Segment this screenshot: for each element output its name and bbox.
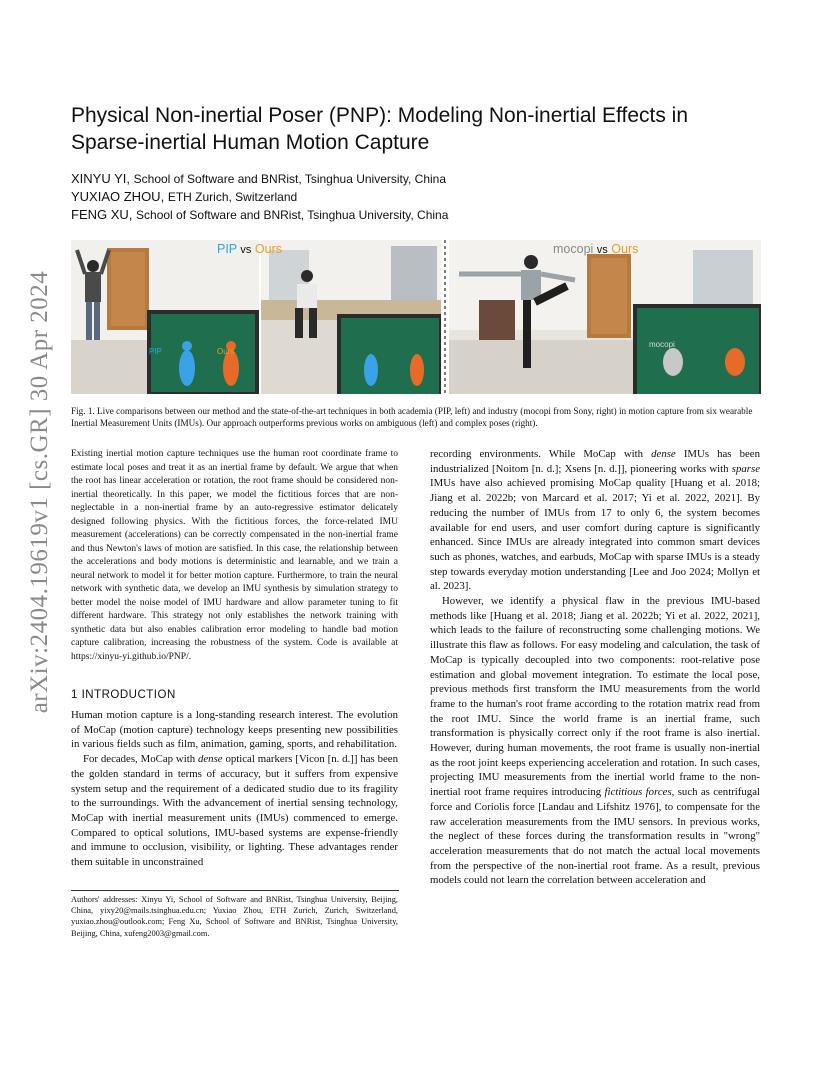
author-1 xyxy=(71,171,446,186)
figure-caption: Fig. 1. Live comparisons between our method and the state-of-the-art techniques in both academia (PIP, left) and industry (mocopi from Sony, right) in motion capture from six wearable Inertial Measurement Units (IMUs). Our approach outperforms previous works on ambiguous (left) and complex poses (right). xyxy=(71,406,753,428)
label-mocopi: mocopi xyxy=(553,242,594,256)
intro-p2-em: dense xyxy=(197,753,223,766)
intro-p2-b: optical markers [Vicon [n. d.]] has been the golden standard in terms of accuracy, but it suffers from expensive system setup and the requirement of a dedicated studio due to its fragility to the surroundings. With the advancement of inertial sensing technology, MoCap with inertial measurement units (IMUs) commenced to emerge. Compared to optical solutions, IMU-based systems are expense-friendly and immune to occlusion, visibility, or lighting. These advantages render them suitable in unconstrained xyxy=(71,753,398,869)
author-3 xyxy=(71,207,448,222)
right-paragraph-1 xyxy=(430,447,760,594)
right-p2-b: , such as centrifugal force and Coriolis force [Landau and Lifshitz 1976], to compensate for the raw acceleration measurements from the IMU sensors. In previous works, the neglect of these forces during the transformation results in "wrong" acceleration measurements that do not match the actual local movements from the perspective of the non-inertial root frame. As a result, previous models could not learn the correlation between acceleration and xyxy=(430,786,760,887)
screen-label-ours-1: Ours xyxy=(217,347,235,356)
photo-panel-3 xyxy=(449,240,761,394)
author-3-affiliation: School of Software and BNRist, Tsinghua University, China xyxy=(136,208,449,222)
label-ours-1: Ours xyxy=(254,242,282,256)
authors-addresses-footnote: Authors' addresses: Xinyu Yi, School of Software and BNRist, Tsinghua University, Beijing, China, yixy20@mails.tsinghua.edu.cn; Yuxiao Zhou, ETH Zurich, Zurich, Switzerland, yuxiao.zhou@outlook.com; Feng Xu, School of Software and BNRist, Tsinghua University, Beijing, China, xufeng2003@gmail.com. xyxy=(71,895,398,938)
right-p2-em: fictitious forces xyxy=(604,786,672,799)
author-3-name: FENG XU, xyxy=(71,207,133,222)
right-p2-a: However, we identify a physical flaw in the previous IMU-based methods like [Huang et al. 2018; Jiang et al. 2022b; Yi et al. 2022, 2021], which leads to the failure of reconstructing some challenging motions. We illustrate this flaw as follows. For easy modeling and calculation, the task of MoCap is typically decoupled into two components: root-relative pose estimation and global movement integration. To estimate the local pose, previous methods first transform the IMU measurements from the world frame to the human's root frame according to the rotation matrix read from the root IMU. Since the world frame is an inertial frame, such transformation is physically correct only if the root frame is also inertial. However, during human movements, the root frame is usually non-inertial as the root joint keeps experiencing acceleration and rotation. In such cases, projecting IMU measurements from the inertial world frame to the non-inertial root frame requires introducing xyxy=(430,595,760,799)
author-2 xyxy=(71,189,297,204)
right-p1-c: IMUs have also achieved promising MoCap quality [Huang et al. 2018; Jiang et al. 2022b; von Marcard et al. 2017; Yi et al. 2022, 2021]. By reducing the number of IMUs from 17 to only 6, the system becomes available for end users, and user comfort during capture is significantly enhanced. Since IMUs are already integrated into common smart devices such as phones, watches, and earbuds, MoCap with sparse IMUs is a steady step towards everyday motion understanding [Lee and Joo 2024; Mollyn et al. 2023]. xyxy=(430,477,760,593)
intro-paragraph-1: Human motion capture is a long-standing research interest. The evolution of MoCap (motion capture) technology keeps presenting new possibilities in various fields such as film, animation, gaming, sports, and rehabilitation. xyxy=(71,709,398,751)
right-p1-em1: dense xyxy=(651,448,676,460)
photo-panel-2 xyxy=(261,240,441,394)
author-1-affiliation: School of Software and BNRist, Tsinghua University, China xyxy=(133,172,447,186)
screen-label-pip: PIP xyxy=(149,347,162,356)
section-heading-introduction: 1 INTRODUCTION xyxy=(71,689,176,701)
author-1-name: XINYU YI, xyxy=(71,171,131,186)
author-2-name: YUXIAO ZHOU, xyxy=(71,189,165,204)
intro-left-column xyxy=(71,708,398,870)
author-2-affiliation: ETH Zurich, Switzerland xyxy=(167,190,298,204)
paper-title: Physical Non-inertial Poser (PNP): Modeling Non-inertial Effects in Sparse-inertial Human Motion Capture xyxy=(71,104,689,154)
arxiv-stamp-text: arXiv:2404.19619v1 [cs.GR] 30 Apr 2024 xyxy=(26,270,53,714)
photo-pip-pose-1 xyxy=(71,240,259,394)
photo-panel-1 xyxy=(71,240,259,394)
screen-label-mocopi: mocopi xyxy=(649,340,675,349)
right-p1-em2: sparse xyxy=(731,462,760,475)
photo-pip-pose-2 xyxy=(261,240,441,394)
intro-right-column xyxy=(430,447,760,888)
label-pip: PIP xyxy=(217,242,237,256)
arxiv-stamp xyxy=(20,270,60,714)
footnote-rule xyxy=(71,890,399,891)
right-p1-b: IMUs has been industrialized [Noitom [n. d.]; Xsens [n. d.]], pioneering works with xyxy=(430,448,760,475)
photo-mocopi-pose xyxy=(449,240,761,394)
intro-paragraph-2 xyxy=(71,752,398,870)
panel-divider xyxy=(443,240,447,394)
abstract: Existing inertial motion capture techniques use the human root coordinate frame to estimate local poses and treat it as an inertial frame by default. We argue that when the root has linear acceleration or rotation, the root frame should be considered non-inertial theoretically. In this paper, we model the fictitious forces that are non-neglectable in a non-inertial frame by an auto-regressive estimator delicately designed following physics. With the fictitious forces, the force-related IMU measurement (accelerations) can be correctly compensated in the non-inertial frame and thus Newton's laws of motion are satisfied. In this case, the relationship between the accelerations and body motions is deterministic and learnable, and we train a neural network to model it for better motion capture. Furthermore, to train the neural network with synthetic data, we develop an IMU synthesis by simulation strategy to better model the noise model of IMU hardware and allow parameter tuning to fit different hardware. This strategy not only establishes the network training with synthetic data but also enables calibration error modeling to handle bad motion capture calibration, increasing the robustness of the system. Code is available at https://xinyu-yi.github.io/PNP/. xyxy=(71,449,398,662)
intro-p2-a: For decades, MoCap with xyxy=(83,753,198,766)
teaser-figure xyxy=(71,240,761,394)
label-vs-2: vs xyxy=(596,244,608,256)
right-paragraph-2 xyxy=(430,594,760,888)
label-ours-2: Ours xyxy=(611,242,639,256)
mocopi-vs-ours-label xyxy=(553,242,638,256)
right-p1-a: recording environments. While MoCap with xyxy=(430,448,652,460)
label-vs-1: vs xyxy=(240,244,252,256)
pip-vs-ours-label xyxy=(217,242,282,256)
